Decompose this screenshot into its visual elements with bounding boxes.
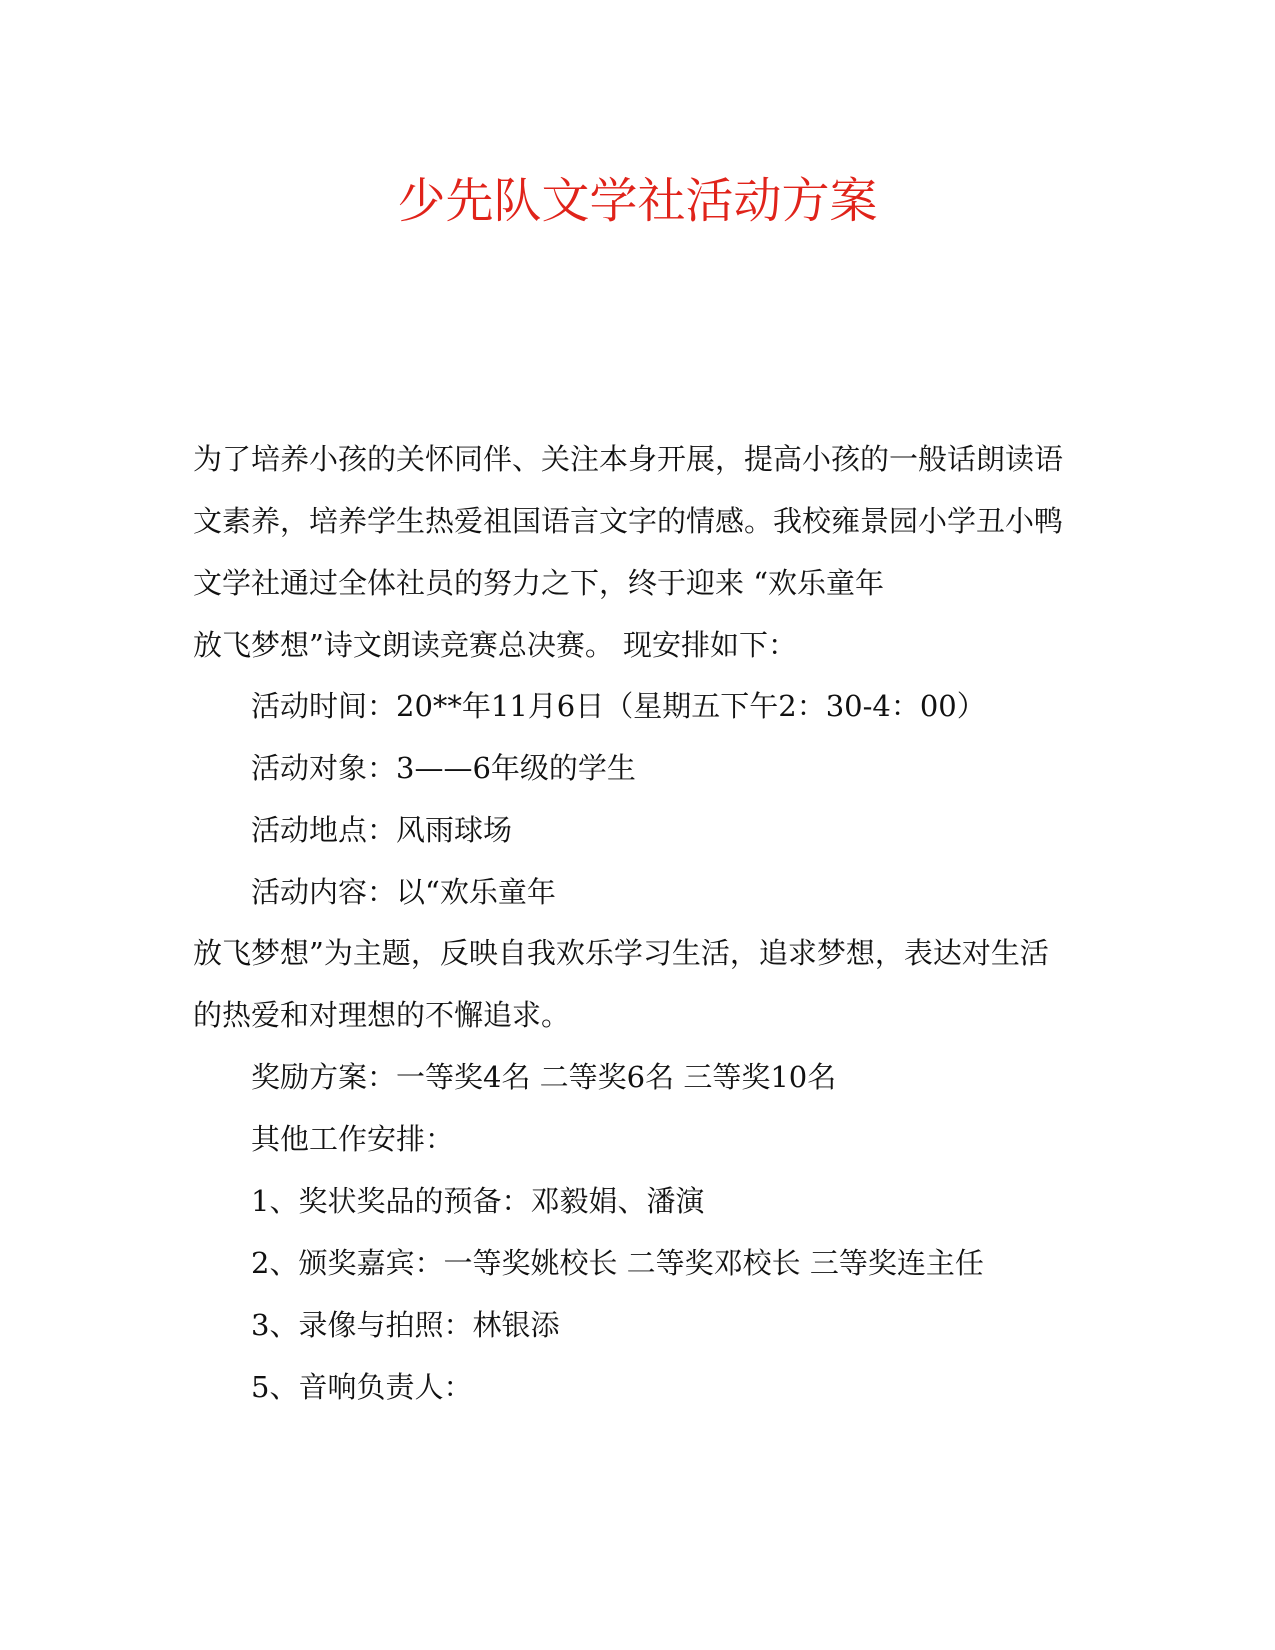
activity-place: 活动地点：风雨球场 <box>251 813 513 847</box>
task-item-1: 1、奖状奖品的预备：邓毅娟、潘演 <box>251 1184 705 1218</box>
task-item-3: 3、录像与拍照：林银添 <box>251 1308 560 1342</box>
activity-content-line-3: 的热爱和对理想的不懈追求。 <box>193 998 571 1032</box>
task-item-2: 2、颁奖嘉宾：一等奖姚校长 二等奖邓校长 三等奖连主任 <box>251 1246 984 1280</box>
activity-content-line-1: 活动内容：以“欢乐童年 <box>251 875 556 909</box>
activity-content-line-2: 放飞梦想”为主题，反映自我欢乐学习生活，追求梦想，表达对生活 <box>193 936 1049 970</box>
intro-paragraph-line-3: 文学社通过全体社员的努力之下，终于迎来 “欢乐童年 <box>193 566 885 600</box>
task-item-5: 5、音响负责人： <box>251 1370 473 1404</box>
page-title: 少先队文学社活动方案 <box>397 173 878 229</box>
activity-time: 活动时间：20**年11月6日（星期五下午2：30-4：00） <box>251 689 986 723</box>
intro-paragraph-line-4: 放飞梦想”诗文朗读竞赛总决赛。 现安排如下： <box>193 628 798 662</box>
intro-paragraph-line-1: 为了培养小孩的关怀同伴、关注本身开展，提高小孩的一般话朗读语 <box>193 442 1064 476</box>
other-arrangements-heading: 其他工作安排： <box>251 1122 455 1156</box>
activity-target: 活动对象：3——6年级的学生 <box>251 751 636 785</box>
award-plan: 奖励方案：一等奖4名 二等奖6名 三等奖10名 <box>251 1060 837 1094</box>
intro-paragraph-line-2: 文素养，培养学生热爱祖国语言文字的情感。我校雍景园小学丑小鸭 <box>193 504 1064 538</box>
